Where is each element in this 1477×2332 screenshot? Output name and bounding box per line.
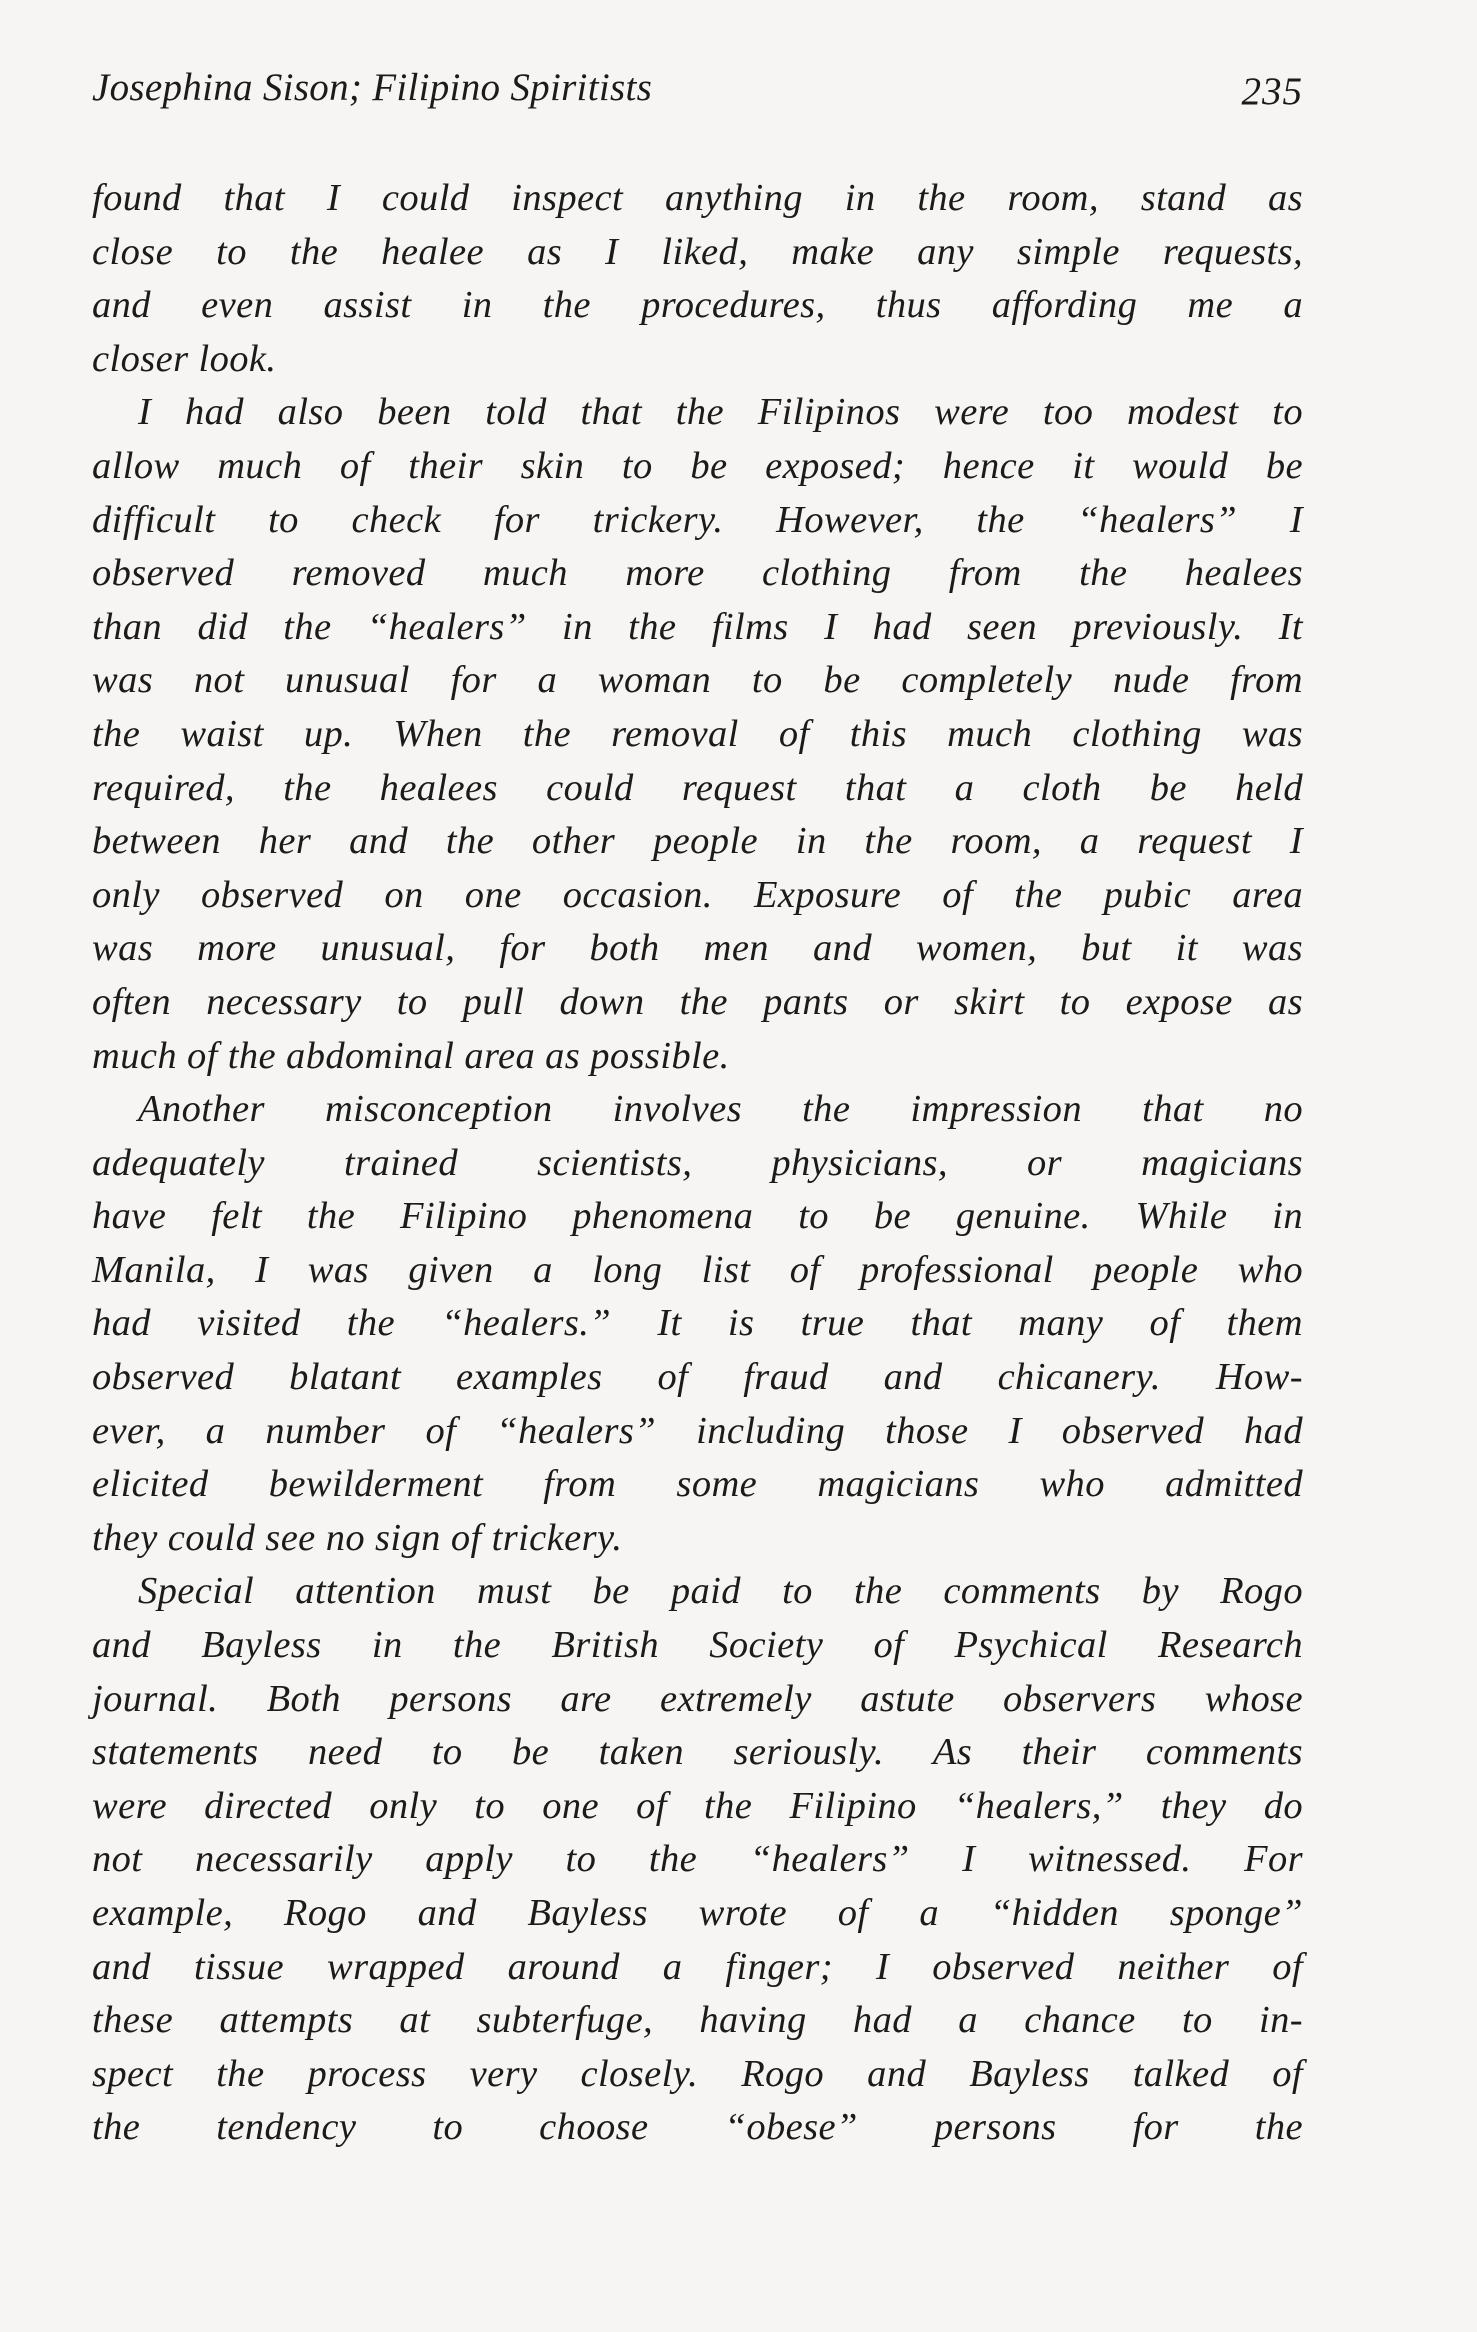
text-line: they could see no sign of trickery. [92, 1516, 623, 1559]
text-line: observed blatant examples of fraud and chicanery. How- [92, 1356, 1303, 1399]
text-line: and Bayless in the British Society of Psychical Research [92, 1624, 1303, 1667]
text-line: often necessary to pull down the pants or skirt to expose as [92, 980, 1303, 1023]
text-line: Another misconception involves the impression that no [138, 1088, 1303, 1131]
text-line: difficult to check for trickery. However, the “healers” I [92, 498, 1303, 541]
text-line: had visited the “healers.” It is true that many of them [92, 1302, 1303, 1345]
running-head: Josephina Sison; Filipino Spiritists [92, 66, 653, 109]
body-text [92, 172, 1303, 2155]
text-line: adequately trained scientists, physicians, or magicians [92, 1141, 1303, 1184]
text-line: closer look. [92, 337, 277, 380]
text-line: example, Rogo and Bayless wrote of a “hidden sponge” [92, 1892, 1303, 1934]
text-line: found that I could inspect anything in the room, stand as [92, 177, 1303, 219]
text-line: was not unusual for a woman to be completely nude from [92, 659, 1303, 702]
text-line: was more unusual, for both men and women, but it was [92, 927, 1303, 970]
text-line: have felt the Filipino phenomena to be genuine. While in [92, 1195, 1303, 1238]
text-line: only observed on one occasion. Exposure of the pubic area [92, 873, 1303, 916]
paragraph [92, 1083, 1303, 1565]
page-header [92, 58, 1303, 118]
paragraph [92, 172, 1303, 386]
paragraph [92, 1565, 1303, 2155]
text-line: the waist up. When the removal of this much clothing was [92, 712, 1303, 755]
text-line: close to the healee as I liked, make any simple requests, [92, 230, 1303, 273]
text-line: much of the abdominal area as possible. [92, 1034, 730, 1077]
text-line: required, the healees could request that a cloth be held [92, 766, 1303, 809]
text-line: ever, a number of “healers” including those I observed had [92, 1409, 1303, 1452]
text-line: than did the “healers” in the films I had seen previously. It [92, 605, 1303, 648]
text-line: were directed only to one of the Filipino “healers,” they do [92, 1784, 1303, 1827]
page-number: 235 [1241, 70, 1303, 113]
text-line: not necessarily apply to the “healers” I witnessed. For [92, 1838, 1303, 1881]
text-line: and tissue wrapped around a finger; I observed neither of [92, 1945, 1303, 1988]
text-line: observed removed much more clothing from the healees [92, 552, 1303, 595]
text-line: journal. Both persons are extremely astute observers whose [92, 1677, 1303, 1720]
text-line: spect the process very closely. Rogo and Bayless talked of [92, 2052, 1303, 2095]
text-line: statements need to be taken seriously. As their comments [92, 1731, 1303, 1774]
text-line: Special attention must be paid to the comments by Rogo [138, 1570, 1303, 1613]
text-line: and even assist in the procedures, thus affording me a [92, 284, 1303, 327]
text-line: I had also been told that the Filipinos were too modest to [138, 391, 1303, 434]
text-line: between her and the other people in the room, a request I [92, 820, 1303, 863]
paragraph [92, 386, 1303, 1083]
text-line: elicited bewilderment from some magicians who admitted [92, 1463, 1303, 1506]
text-line: these attempts at subterfuge, having had a chance to in- [92, 1999, 1303, 2042]
text-line: the tendency to choose “obese” persons for the [92, 2106, 1303, 2149]
text-line: Manila, I was given a long list of professional people who [92, 1248, 1303, 1291]
text-line: allow much of their skin to be exposed; hence it would be [92, 444, 1303, 487]
